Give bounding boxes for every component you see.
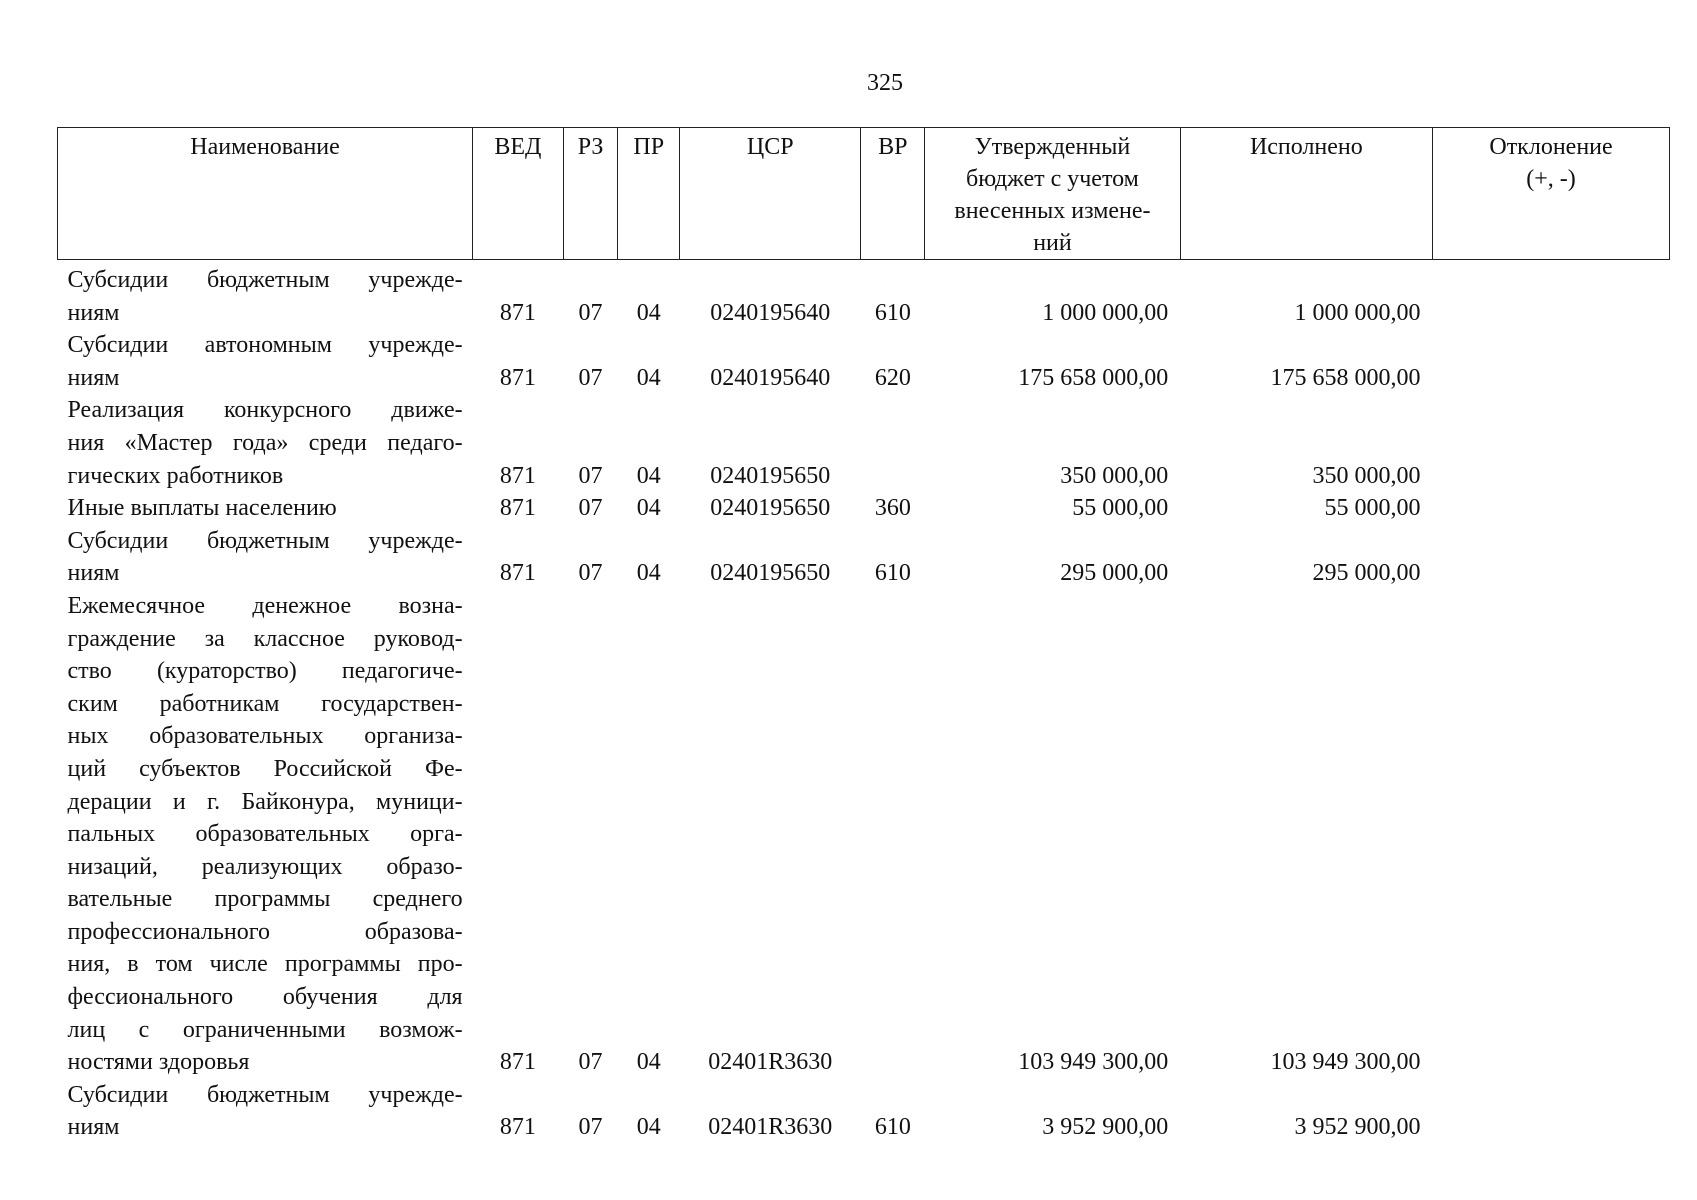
row-name	[58, 260, 473, 330]
cell-executed: 1 000 000,00	[1294, 299, 1421, 326]
row-name-line: граждение за классное руковод-	[67, 625, 463, 652]
cell-rz: 07	[578, 364, 603, 391]
cell-ved: 871	[499, 299, 536, 326]
cell-ved: 871	[499, 364, 536, 391]
row-name	[58, 394, 473, 492]
row-name-line: ностями здоровья	[67, 1049, 250, 1076]
cell-rz: 07	[578, 1049, 603, 1076]
row-name	[58, 525, 473, 590]
row-name-line: Субсидии автономным учрежде-	[67, 332, 463, 359]
cell-executed: 295 000,00	[1312, 560, 1421, 587]
cell-ved: 871	[499, 560, 536, 587]
row-name-line: ниям	[67, 1114, 120, 1141]
cell-vr	[861, 394, 925, 492]
header-csr: ЦСР	[680, 128, 861, 260]
row-name-line: вательные программы среднего	[67, 886, 463, 913]
table-header-row	[58, 128, 1670, 260]
cell-rz: 07	[578, 299, 603, 326]
cell-pr: 04	[636, 462, 661, 489]
row-name-line: Субсидии бюджетным учрежде-	[67, 267, 463, 293]
table-row	[58, 590, 1670, 1079]
row-name-line: Ежемесячное денежное возна-	[67, 592, 463, 619]
cell-deviation	[1433, 590, 1670, 1079]
row-name-line: пальных образовательных орга-	[67, 821, 463, 848]
table-row	[58, 260, 1670, 330]
cell-pr: 04	[636, 560, 661, 587]
row-name	[58, 1079, 473, 1144]
row-name-line: ниям	[67, 299, 120, 326]
row-name-line: лиц с ограниченными возмож-	[67, 1016, 463, 1043]
cell-deviation	[1433, 329, 1670, 394]
cell-vr: 610	[874, 560, 911, 587]
cell-vr: 610	[874, 1114, 911, 1141]
cell-approved: 3 952 900,00	[1042, 1114, 1169, 1141]
cell-deviation	[1433, 525, 1670, 590]
row-name-line: фессионального обучения для	[67, 984, 463, 1011]
cell-rz: 07	[578, 1114, 603, 1141]
cell-pr: 04	[636, 299, 661, 326]
header-executed: Исполнено	[1180, 128, 1432, 260]
cell-pr: 04	[636, 1049, 661, 1076]
cell-vr: 360	[874, 495, 911, 522]
table-row	[58, 329, 1670, 394]
row-name-line: дерации и г. Байконура, муници-	[67, 788, 463, 815]
cell-csr: 0240195650	[710, 560, 831, 587]
table-row	[58, 525, 1670, 590]
row-name-line: Реализация конкурсного движе-	[67, 397, 463, 424]
header-ved: ВЕД	[473, 128, 564, 260]
header-rz: РЗ	[563, 128, 618, 260]
row-name-line: ским работникам государствен-	[67, 690, 463, 717]
cell-approved: 175 658 000,00	[1018, 364, 1169, 391]
header-pr: ПР	[618, 128, 680, 260]
cell-executed: 3 952 900,00	[1294, 1114, 1421, 1141]
table-row	[58, 492, 1670, 525]
cell-executed: 350 000,00	[1312, 462, 1421, 489]
header-name: Наименование	[58, 128, 473, 260]
row-name	[58, 329, 473, 394]
table-row	[58, 1079, 1670, 1144]
cell-approved: 295 000,00	[1060, 560, 1169, 587]
cell-csr: 0240195650	[710, 462, 831, 489]
cell-ved: 871	[499, 462, 536, 489]
cell-approved: 103 949 300,00	[1018, 1049, 1169, 1076]
row-name-line: низаций, реализующих образо-	[67, 853, 463, 880]
cell-csr: 0240195650	[710, 495, 831, 522]
row-name-line: ния «Мастер года» среди педаго-	[67, 429, 463, 456]
cell-deviation	[1433, 1079, 1670, 1144]
row-name-line: ций субъектов Российской Фе-	[67, 755, 463, 782]
cell-deviation	[1433, 394, 1670, 492]
cell-csr: 0240195640	[710, 364, 831, 391]
row-name	[58, 590, 473, 1079]
cell-ved: 871	[499, 1114, 536, 1141]
cell-csr: 02401R3630	[708, 1049, 833, 1076]
row-name-line: ниям	[67, 364, 120, 391]
cell-vr: 620	[874, 364, 911, 391]
row-name-line: ство (кураторство) педагогиче-	[67, 658, 463, 685]
cell-approved: 350 000,00	[1060, 462, 1169, 489]
cell-ved: 871	[499, 1049, 536, 1076]
header-deviation: Отклонение (+, -)	[1433, 128, 1670, 260]
cell-rz: 07	[578, 495, 603, 522]
header-approved: Утвержденный бюджет с учетом внесенных измене- ний	[925, 128, 1180, 260]
cell-rz: 07	[578, 560, 603, 587]
cell-vr	[861, 590, 925, 1079]
row-name-line: Иные выплаты населению	[67, 495, 337, 522]
row-name-line: гических работников	[67, 462, 284, 489]
page-number: 325	[867, 70, 903, 96]
cell-executed: 175 658 000,00	[1270, 364, 1421, 391]
row-name-line: ных образовательных организа-	[67, 723, 463, 750]
cell-approved: 1 000 000,00	[1042, 299, 1169, 326]
cell-executed: 103 949 300,00	[1270, 1049, 1421, 1076]
cell-csr: 02401R3630	[708, 1114, 833, 1141]
row-name-line: Субсидии бюджетным учрежде-	[67, 527, 463, 554]
row-name	[58, 492, 473, 525]
row-name-line: ния, в том числе программы про-	[67, 951, 463, 978]
row-name-line: Субсидии бюджетным учрежде-	[67, 1081, 463, 1108]
cell-pr: 04	[636, 495, 661, 522]
row-name-line: ниям	[67, 560, 120, 587]
cell-approved: 55 000,00	[1072, 495, 1169, 522]
cell-rz: 07	[578, 462, 603, 489]
cell-vr: 610	[874, 299, 911, 326]
budget-table	[57, 127, 1670, 1144]
cell-deviation	[1433, 492, 1670, 525]
cell-ved: 871	[499, 495, 536, 522]
cell-deviation	[1433, 260, 1670, 330]
cell-pr: 04	[636, 1114, 661, 1141]
cell-csr: 0240195640	[710, 299, 831, 326]
row-name-line: профессионального образова-	[67, 918, 463, 945]
cell-executed: 55 000,00	[1324, 495, 1421, 522]
cell-pr: 04	[636, 364, 661, 391]
table-row	[58, 394, 1670, 492]
header-vr: ВР	[861, 128, 925, 260]
